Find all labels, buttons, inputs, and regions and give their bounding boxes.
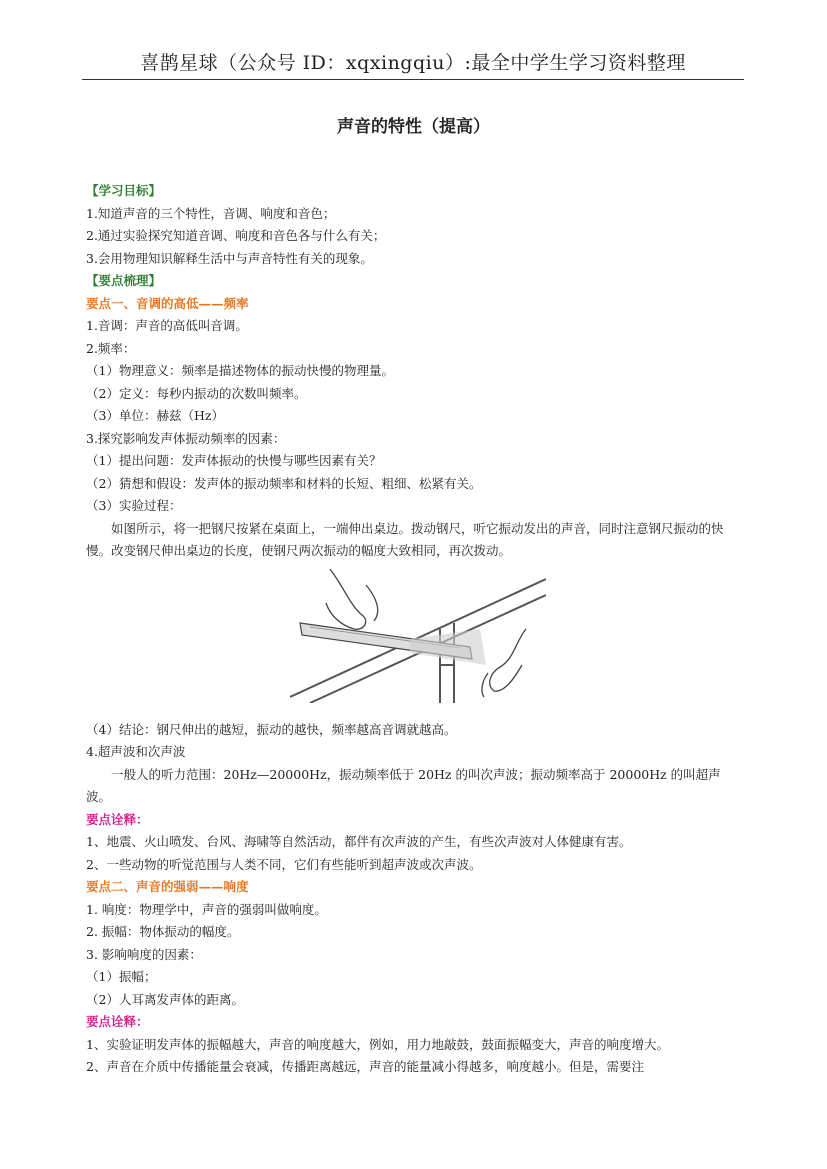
document-body	[86, 180, 742, 1079]
point1-line: （3）单位：赫兹（Hz）	[86, 408, 224, 423]
steel-ruler-figure	[86, 569, 742, 715]
point2-heading: 要点二、声音的强弱——响度	[86, 879, 249, 894]
point1-line: （2）定义：每秒内振动的次数叫频率。	[86, 385, 307, 401]
point2-line: （2）人耳离发声体的距离。	[86, 991, 244, 1007]
note2-line: 2、声音在介质中传播能量会衰减，传播距离越远，声音的能量减小得越多，响度越小。但是，需要注	[86, 1059, 644, 1074]
point1-line: （1）提出问题：发声体振动的快慢与哪些因素有关？	[86, 453, 382, 468]
point2-line: （1）振幅；	[86, 969, 157, 984]
note1-line: 2、一些动物的听觉范围与人类不同，它们有些能听到超声波或次声波。	[86, 856, 482, 872]
ultrasound-paragraph: 一般人的听力范围：20Hz—20000Hz，振动频率低于 20Hz 的叫次声波；振动频率高于 20000Hz 的叫超声波。	[86, 766, 721, 804]
note1-heading: 要点诠释：	[86, 811, 149, 827]
note2-heading: 要点诠释：	[86, 1014, 149, 1029]
point1-line: （2）猜想和假设：发声体的振动频率和材料的长短、粗细、松紧有关。	[86, 475, 482, 491]
point1-line: （1）物理意义：频率是描述物体的振动快慢的物理量。	[86, 363, 394, 378]
point1-line: 3.探究影响发声体振动频率的因素：	[86, 430, 286, 446]
point2-line: 2. 振幅：物体振动的幅度。	[86, 924, 240, 939]
goal-item: 2.通过实验探究知道音调、响度和音色各与什么有关；	[86, 228, 386, 243]
page-title: 声音的特性（提高）	[337, 117, 490, 137]
ultrasound-heading: 4.超声波和次声波	[86, 744, 186, 759]
note1-line: 1、地震、火山喷发、台风、海啸等自然活动，都伴有次声波的产生，有些次声波对人体健康有害。	[86, 834, 632, 849]
goal-item: 3.会用物理知识解释生活中与声音特性有关的现象。	[86, 250, 373, 266]
point2-line: 1. 响度：物理学中，声音的强弱叫做响度。	[86, 901, 327, 917]
point1-line: 1.音调：声音的高低叫音调。	[86, 318, 248, 333]
steel-ruler-illustration	[290, 569, 546, 703]
point1-line: （3）实验过程：	[86, 498, 182, 513]
goal-item: 1.知道声音的三个特性，音调、响度和音色；	[86, 205, 336, 221]
points-heading: 【要点梳理】	[86, 273, 162, 288]
conclusion-line: （4）结论：钢尺伸出的越短，振动的越快，频率越高音调就越高。	[86, 721, 457, 737]
experiment-paragraph: 如图所示，将一把钢尺按紧在桌面上，一端伸出桌边。拨动钢尺，听它振动发出的声音，同时注意钢尺振动的快慢。改变钢尺伸出桌边的长度，使钢尺两次振动的幅度大致相同，再次拨动。	[86, 520, 724, 558]
point2-line: 3. 影响响度的因素：	[86, 946, 202, 962]
page-header: 喜鹊星球（公众号 ID：xqxingqiu）:最全中学生学习资料整理	[82, 50, 744, 80]
point1-line: 2.频率：	[86, 340, 136, 356]
point1-heading: 要点一、音调的高低——频率	[86, 295, 249, 311]
note2-line: 1、实验证明发声体的振幅越大，声音的响度越大，例如，用力地敲鼓，鼓面振幅变大，声音的响度增大。	[86, 1036, 669, 1052]
goals-heading: 【学习目标】	[86, 183, 162, 198]
